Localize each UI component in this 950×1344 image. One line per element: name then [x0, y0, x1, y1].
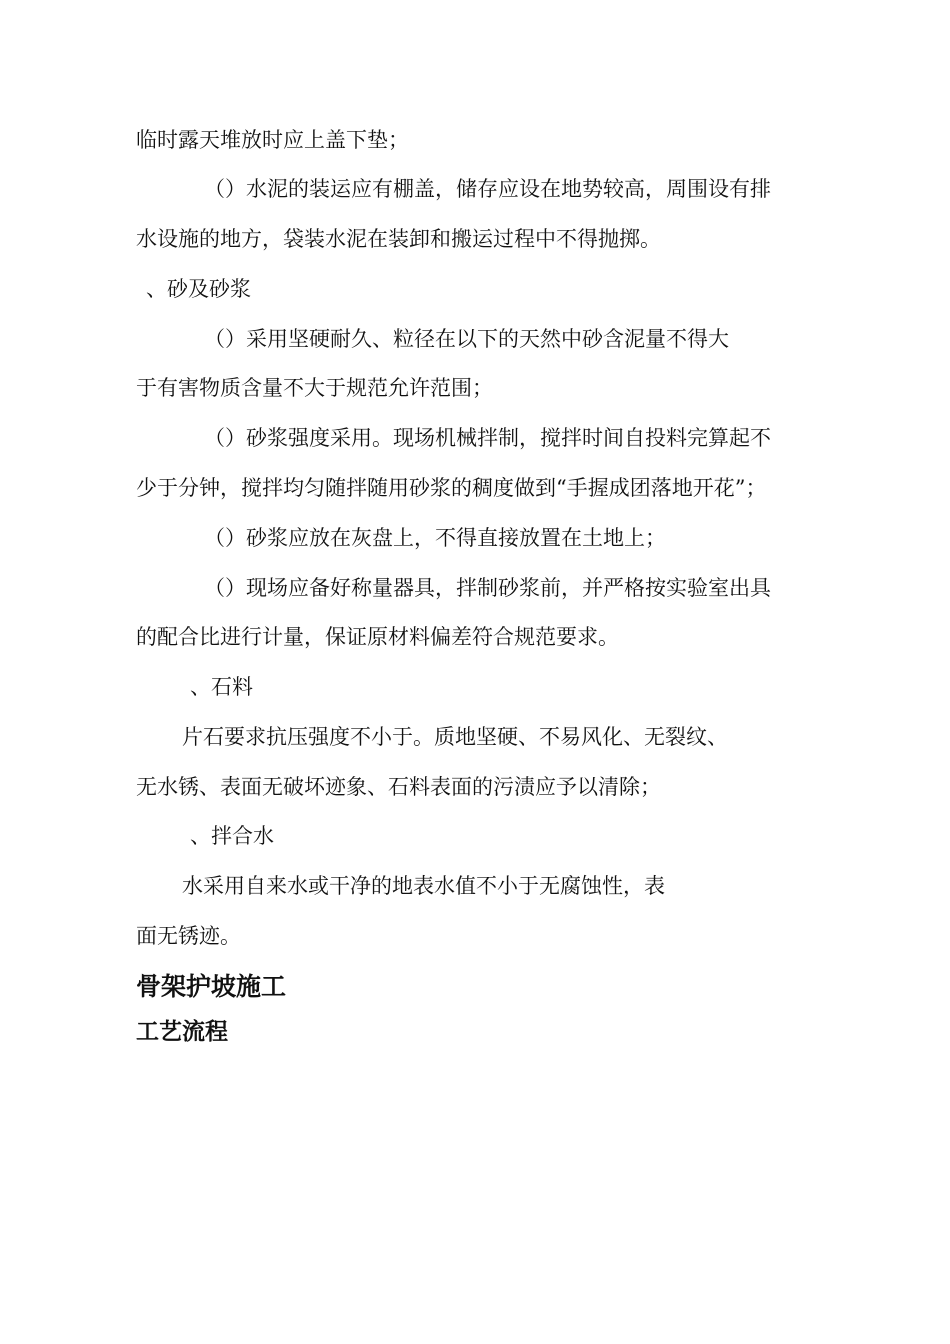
subsection-heading: 工艺流程 [136, 1019, 228, 1045]
subheading-stone: 、石料 [190, 675, 253, 699]
text-line: （）水泥的装运应有棚盖，储存应设在地势较高，周围设有排 [204, 177, 771, 201]
text-line: 于有害物质含量不大于规范允许范围； [136, 376, 493, 400]
text-line: 水设施的地方，袋装水泥在装卸和搬运过程中不得抛掷。 [136, 227, 661, 251]
text-line: （）现场应备好称量器具，拌制砂浆前，并严格按实验室出具 [204, 576, 771, 600]
text-line: 临时露天堆放时应上盖下垫； [136, 128, 409, 152]
text-line: 片石要求抗压强度不小于。质地坚硬、不易风化、无裂纹、 [182, 725, 728, 749]
text-line: 水采用自来水或干净的地表水值不小于无腐蚀性，表 [182, 874, 665, 898]
text-line: 少于分钟，搅拌均匀随拌随用砂浆的稠度做到“手握成团落地开花”； [136, 476, 767, 500]
text-line: 面无锈迹。 [136, 924, 241, 948]
section-heading: 骨架护坡施工 [136, 972, 287, 1001]
text-line: 无水锈、表面无破坏迹象、石料表面的污渍应予以清除； [136, 775, 661, 799]
text-line: （）砂浆应放在灰盘上，不得直接放置在土地上； [204, 526, 666, 550]
text-line: 的配合比进行计量，保证原材料偏差符合规范要求。 [136, 625, 619, 649]
text-line: （）采用坚硬耐久、粒径在以下的天然中砂含泥量不得大 [204, 327, 729, 351]
subheading-mixing-water: 、拌合水 [190, 824, 274, 848]
subheading-sand-mortar: 、砂及砂浆 [146, 277, 251, 301]
text-line: （）砂浆强度采用。现场机械拌制，搅拌时间自投料完算起不 [204, 426, 771, 450]
